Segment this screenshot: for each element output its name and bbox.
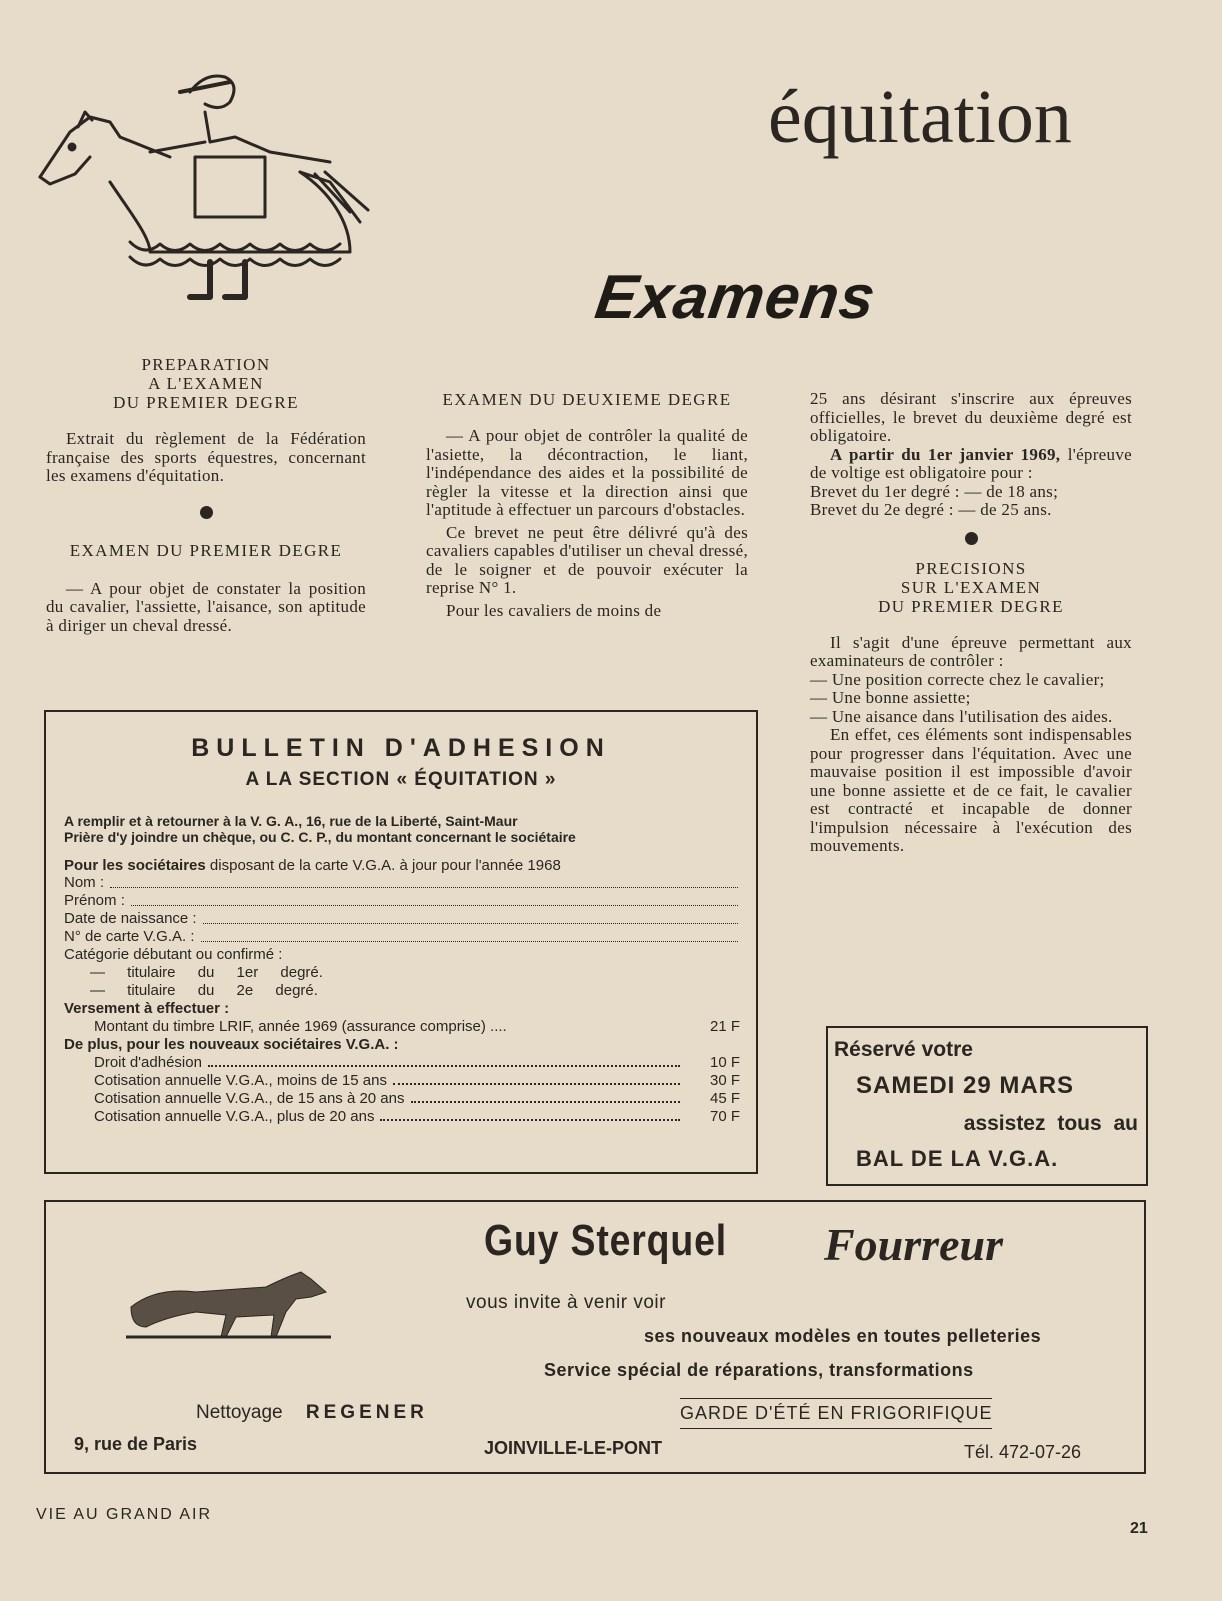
field-dotted-line[interactable]: [201, 941, 738, 942]
heading-line: A L'EXAMEN: [148, 374, 264, 393]
section-title: équitation: [768, 75, 1072, 159]
fee-leader: [393, 1083, 680, 1085]
cleaning-label: Nettoyage: [196, 1402, 283, 1423]
fee-row: [64, 1072, 740, 1090]
fee-label: Cotisation annuelle V.G.A., moins de 15 ans: [94, 1072, 387, 1089]
ad-line-1: ses nouveaux modèles en toutes pelleteries: [644, 1326, 1042, 1346]
ad-line-2: Service spécial de réparations, transformations: [544, 1360, 974, 1380]
section-subtitle: Examens: [591, 263, 881, 332]
ad-address: 9, rue de Paris: [74, 1434, 198, 1454]
fee-row: [64, 1090, 740, 1108]
fee-amount: 10 F: [709, 1054, 740, 1071]
precisions-item-1: — Une position correcte chez le cavalier;: [810, 669, 1105, 689]
heading-line: PRECISIONS: [915, 558, 1027, 578]
form-versement: Versement à effectuer :: [64, 1000, 230, 1017]
column-3-paragraph-2: [810, 446, 1132, 483]
heading-precisions: [810, 559, 1132, 616]
form-card-label: Pour les sociétaires: [64, 857, 206, 874]
fee-amount: 45 F: [709, 1090, 740, 1107]
second-degree-paragraph-1: — A pour objet de contrôler la qualité de l'asiette, la décontraction, le liant, l'indépendance des aides et la possibilité de règler la vitesse et la direction ainsi que l'aptitude à effectuer un parcours d'obstacles.: [426, 426, 748, 519]
fee-amount: 21 F: [709, 1018, 740, 1035]
fee-row: [64, 1054, 740, 1072]
page-number: 21: [1130, 1520, 1148, 1537]
fee-label: Cotisation annuelle V.G.A., plus de 20 ans: [94, 1108, 375, 1125]
heading-first-degree: EXAMEN DU PREMIER DEGRE: [69, 540, 343, 560]
advertisement: [44, 1200, 1146, 1474]
fee-timbre: [64, 1018, 740, 1036]
form-card-text: disposant de la carte V.G.A. à jour pour l'année 1968: [209, 857, 561, 874]
field-label: Prénom :: [64, 892, 125, 909]
column-1: [46, 355, 366, 635]
field-dotted-line[interactable]: [203, 923, 738, 924]
second-degree-paragraph-2: Ce brevet ne peut être délivré qu'à des cavaliers capables d'utiliser un cheval dressé, de le soigner et de pouvoir exécuter la reprise N° 1.: [426, 522, 748, 597]
ad-phone: Tél. 472-07-26: [964, 1442, 1082, 1462]
fox-illustration: [126, 1257, 336, 1347]
form-instruction-1: A remplir et à retourner à la V. G. A., 16, rue de la Liberté, Saint-Maur: [64, 813, 518, 829]
form-instruction-2: Prière d'y joindre un chèque, ou C. C. P., du montant concernant le sociétaire: [64, 829, 576, 845]
heading-second-degree: EXAMEN DU DEUXIEME DEGRE: [442, 390, 732, 409]
second-degree-paragraph-3: Pour les cavaliers de moins de: [446, 600, 662, 620]
bal-line-4: BAL DE LA V.G.A.: [856, 1146, 1059, 1171]
magazine-name: VIE AU GRAND AIR: [36, 1506, 213, 1523]
bal-line-2: SAMEDI 29 MARS: [856, 1072, 1075, 1099]
heading-line: DU PREMIER DEGRE: [878, 596, 1064, 616]
fee-leader: [380, 1119, 680, 1121]
precisions-item-3: — Une aisance dans l'utilisation des aides.: [810, 706, 1113, 726]
fee-leader: [411, 1101, 681, 1103]
form-new-members: De plus, pour les nouveaux sociétaires V.G.A. :: [64, 1036, 399, 1053]
fee-label: Cotisation annuelle V.G.A., de 15 ans à 20 ans: [94, 1090, 405, 1107]
form-category: Catégorie débutant ou confirmé :: [64, 946, 283, 963]
field-numero-carte[interactable]: [64, 928, 740, 946]
fee-amount: 70 F: [709, 1108, 740, 1125]
heading-preparation: [46, 355, 366, 412]
furrier-name: Guy Sterquel: [484, 1216, 727, 1265]
column-2: [426, 390, 748, 620]
precisions-item-2: — Une bonne assiette;: [810, 688, 971, 707]
field-nom[interactable]: [64, 874, 740, 892]
column-3: [810, 390, 1132, 856]
heading-line: DU PREMIER DEGRE: [113, 393, 299, 412]
fee-row: [64, 1108, 740, 1126]
fee-leader: [208, 1065, 680, 1067]
precisions-paragraph-2: En effet, ces éléments sont indispensables pour progresser dans l'équitation. Avec une mauvaise position il est impossible d'avoir une bonne assiette et de ce fait, le cavalier est contracté et incapable de donner l'impulsion nécessaire à l'exécution des mouvements.: [810, 725, 1132, 855]
form-subtitle: A LA SECTION « ÉQUITATION »: [245, 769, 557, 790]
brevet-line-1: Brevet du 1er degré : — de 18 ans;: [810, 481, 1059, 501]
ad-cleaning: [196, 1402, 428, 1424]
field-prenom[interactable]: [64, 892, 740, 910]
heading-line: SUR L'EXAMEN: [900, 577, 1042, 597]
voltige-date: A partir du 1er janvier 1969,: [830, 444, 1061, 464]
bullet-dot-icon: [965, 532, 978, 545]
heading-line: PREPARATION: [141, 355, 271, 374]
furrier-trade: Fourreur: [824, 1219, 1003, 1270]
form-title: BULLETIN D'ADHESION: [191, 734, 611, 762]
first-degree-paragraph: — A pour objet de constater la position du cavalier, l'assiette, l'aisance, son aptitude à diriger un cheval dressé.: [46, 578, 366, 635]
fee-label: Montant du timbre LRIF, année 1969 (assurance comprise) ....: [94, 1018, 507, 1035]
field-date-naissance[interactable]: [64, 910, 740, 928]
field-label: N° de carte V.G.A. :: [64, 928, 195, 945]
column-3-paragraph-1: 25 ans désirant s'inscrire aux épreuves officielles, le brevet du deuxième degré est obligatoire.: [810, 389, 1132, 445]
voltige-text: l'épreuve de voltige est obligatoire pour :: [810, 444, 1132, 482]
field-dotted-line[interactable]: [131, 905, 738, 906]
brevet-line-2: Brevet du 2e degré : — de 25 ans.: [810, 500, 1052, 519]
fee-label: Droit d'adhésion: [94, 1054, 202, 1071]
form-category-2[interactable]: — titulaire du 2e degré.: [90, 982, 318, 999]
invite-text: vous invite à venir voir: [466, 1292, 666, 1313]
bal-line-1: Réservé votre: [834, 1038, 973, 1061]
bullet-dot-icon: [200, 506, 213, 519]
field-dotted-line[interactable]: [110, 887, 738, 888]
fee-amount: 30 F: [709, 1072, 740, 1089]
ad-city: JOINVILLE-LE-PONT: [484, 1438, 663, 1458]
storage-line: GARDE D'ÉTÉ EN FRIGORIFIQUE: [680, 1398, 992, 1429]
cleaning-brand: REGENER: [305, 1402, 428, 1423]
bal-line-3: assistez tous au: [963, 1112, 1138, 1135]
membership-form: [44, 710, 758, 1174]
field-label: Nom :: [64, 874, 105, 891]
precisions-paragraph-1: Il s'agit d'une épreuve permettant aux examinateurs de contrôler :: [810, 632, 1132, 670]
bal-announcement: [826, 1026, 1148, 1186]
form-category-1[interactable]: — titulaire du 1er degré.: [90, 964, 323, 981]
intro-paragraph: Extrait du règlement de la Fédération française des sports équestres, concernant les examens d'équitation.: [46, 429, 366, 485]
form-card-line: [64, 857, 740, 874]
horse-rider-illustration: [30, 62, 380, 312]
field-label: Date de naissance :: [64, 910, 197, 927]
